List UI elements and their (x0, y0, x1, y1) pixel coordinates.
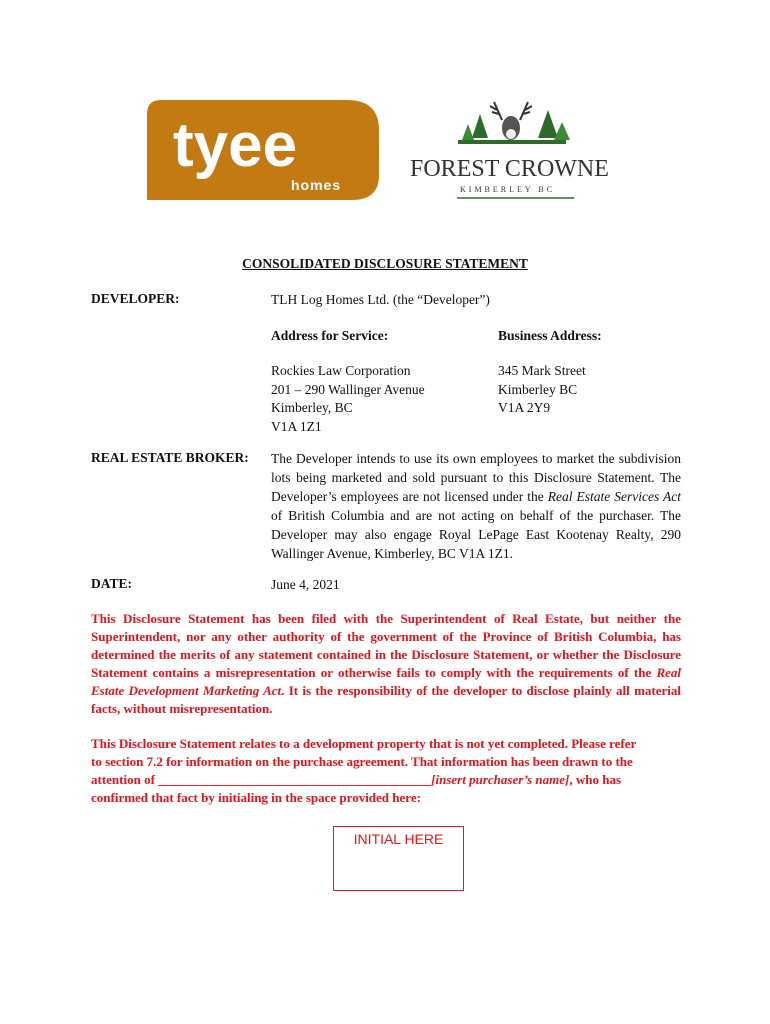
completion-notice-line: confirmed that fact by initialing in the space provided here: (91, 790, 421, 805)
date-value: June 4, 2021 (271, 577, 340, 592)
purchaser-name-hint: [insert purchaser’s name] (431, 772, 570, 787)
broker-act: Real Estate Services Act (547, 489, 681, 504)
date-label: DATE: (91, 576, 133, 591)
forest-crowne-logo (402, 92, 628, 204)
business-address (498, 362, 586, 418)
tyee-homes-logo (147, 100, 379, 200)
business-address-line: 345 Mark Street (498, 363, 586, 378)
filing-notice-text-1: This Disclosure Statement has been filed with the Superintendent of Real Estate, but neither the Superintendent, nor any other authority of the government of the Province of British Columbia, has determined the merits of any statement contained in the Disclosure Statement, or whether the Disclosure Statement contains a misrepresentation or otherwise fails to comply with the requirements of the (91, 611, 681, 680)
filing-notice-act: Real Estate Development Marketing Act (91, 665, 681, 698)
service-address-heading: Address for Service: (271, 328, 389, 343)
broker-text-1: The Developer intends to use its own employees to market the subdivision lots being marketed and sold pursuant to this Disclosure Statement. The Developer’s employees are not licensed under the (271, 451, 681, 504)
developer-value: TLH Log Homes Ltd. (the “Developer”) (271, 292, 490, 307)
service-address (271, 362, 425, 436)
initial-here-label: INITIAL HERE (353, 831, 444, 847)
forest-logo-name: FOREST CROWNE (410, 156, 609, 182)
business-address-heading: Business Address: (498, 328, 602, 343)
filing-notice-text-2: . It is the responsibility of the developer to disclose plainly all material facts, without misrepresentation. (91, 683, 681, 716)
business-address-line: Kimberley BC (498, 381, 578, 397)
filing-notice (91, 610, 681, 718)
service-address-line: Rockies Law Corporation (271, 363, 411, 378)
attention-text-end: , who has (569, 772, 622, 787)
service-address-line: Kimberley, BC (271, 400, 353, 415)
document-title: CONSOLIDATED DISCLOSURE STATEMENT (242, 256, 528, 271)
business-address-line: V1A 2Y9 (498, 400, 551, 415)
completion-notice (91, 735, 681, 807)
service-address-line: 201 – 290 Wallinger Avenue (271, 381, 425, 397)
broker-text-2: of British Columbia and are not acting on behalf of the purchaser. The Developer may also engage Royal LePage East Kootenay Realty, 290 Wallinger Avenue, Kimberley, BC V1A 1Z1. (271, 508, 681, 561)
tyee-logo-sub: homes (291, 177, 342, 193)
service-address-line: V1A 1Z1 (271, 418, 322, 434)
completion-notice-line-3 (91, 771, 681, 789)
tyee-logo-word: tyee (173, 111, 298, 180)
forest-logo-sub: KIMBERLEY BC (460, 185, 556, 194)
completion-notice-line: to section 7.2 for information on the purchase agreement. That information has been drawn to the (91, 754, 633, 769)
attention-text: attention of (91, 772, 159, 787)
purchaser-name-blank[interactable]: __________________________________________ (158, 772, 432, 787)
developer-label: DEVELOPER: (91, 291, 180, 306)
broker-paragraph (271, 449, 681, 563)
completion-notice-line: This Disclosure Statement relates to a development property that is not yet completed. Please refer (91, 736, 637, 751)
broker-label: REAL ESTATE BROKER: (91, 450, 249, 465)
